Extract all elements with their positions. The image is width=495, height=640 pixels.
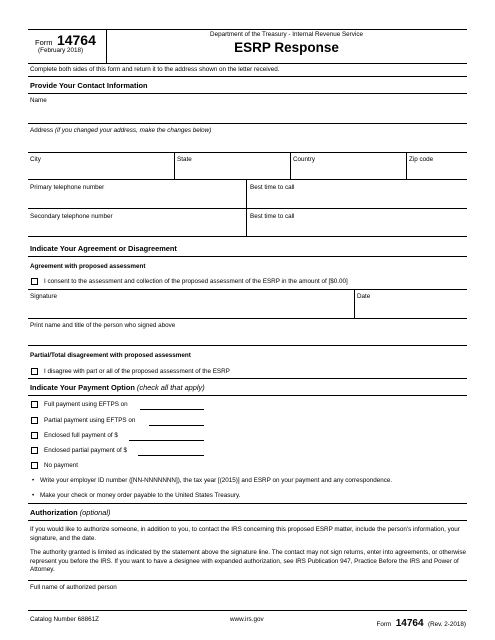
bullet-1-dot: • (32, 477, 35, 484)
full-name-authorized-label: Full name of authorized person (30, 584, 117, 591)
form-title: ESRP Response (234, 40, 339, 55)
form-number: 14764 (56, 32, 96, 48)
partial-eftps-checkbox[interactable] (31, 417, 38, 424)
enclosed-partial-checkbox[interactable] (31, 447, 38, 454)
bullet-1-text: Write your employer ID number ([NN-NNNNNNN]), the tax year [(2015)] and ESRP on your payment and any correspondence. (39, 477, 393, 484)
header-bottom-rule (28, 63, 467, 64)
date-label: Date (357, 293, 371, 300)
enclosed-full-amount-line[interactable] (129, 440, 204, 441)
instruction-text: Complete both sides of this form and return it to the address shown on the letter received. (30, 66, 280, 73)
rule-11 (28, 345, 467, 346)
bullet-2 (32, 492, 240, 500)
primary-phone-field[interactable] (28, 192, 246, 207)
state-label: State (177, 156, 192, 163)
zip-field[interactable] (407, 164, 467, 178)
city-field[interactable] (28, 164, 174, 178)
disagree-text: I disagree with part or all of the proposed assessment of the ESRP (44, 368, 230, 375)
best-time-label-1: Best time to call (250, 184, 295, 191)
rule-2 (28, 93, 467, 94)
enclosed-full-label: Enclosed full payment of $ (44, 432, 118, 439)
rule-7 (28, 236, 467, 237)
bullet-2-text: Make your check or money order payable to the United States Treasury. (39, 492, 241, 499)
rule-16 (28, 580, 467, 581)
rule-3 (28, 123, 467, 124)
signature-label: Signature (30, 293, 57, 300)
primary-phone-label: Primary telephone number (30, 184, 105, 191)
rule-6 (28, 208, 467, 209)
no-payment-label: No payment (44, 462, 78, 469)
rule-9 (28, 289, 467, 290)
partial-eftps-date-line[interactable] (149, 425, 204, 426)
agency-name: Department of the Treasury - Internal Revenue Service (210, 31, 363, 38)
best-time-field-2[interactable] (247, 221, 467, 235)
no-payment-checkbox[interactable] (31, 462, 38, 469)
payment-heading-row (30, 383, 205, 392)
full-eftps-label: Full payment using EFTPS on (44, 401, 128, 408)
agreement-heading: Indicate Your Agreement or Disagreement (30, 244, 177, 253)
best-time-field-1[interactable] (247, 192, 467, 207)
signature-field[interactable] (28, 301, 354, 317)
address-label: Address (30, 127, 54, 134)
irs-website: www.irs.gov (230, 616, 264, 623)
consent-text: I consent to the assessment and collection of the proposed assessment of the ESRP in the amount of [$0.00] (44, 278, 348, 285)
rule-13 (28, 395, 467, 396)
address-field[interactable] (28, 134, 467, 151)
footer-form-number: 14764 (395, 618, 424, 629)
zip-label: Zip code (409, 156, 434, 163)
disagree-checkbox[interactable] (31, 368, 38, 375)
rule-1 (28, 76, 467, 77)
payment-heading-note: (check all that apply) (136, 383, 205, 392)
name-field[interactable] (28, 104, 467, 122)
footer-form-word: Form (376, 621, 392, 628)
agreement-subheading: Agreement with proposed assessment (30, 263, 146, 270)
enclosed-partial-label: Enclosed partial payment of $ (44, 447, 127, 454)
address-note: (if you changed your address, make the changes below) (54, 127, 212, 134)
footer-rule (28, 610, 467, 611)
contact-heading: Provide Your Contact Information (30, 81, 148, 90)
disagreement-subheading: Partial/Total disagreement with proposed assessment (30, 352, 191, 359)
date-field[interactable] (355, 301, 467, 317)
full-eftps-date-line[interactable] (140, 409, 204, 410)
authorization-para-1: If you would like to authorize someone, in addition to you, to contact the IRS concerning this proposed ESRP matter, include the person's information, your signature, and the date. (30, 526, 460, 542)
catalog-number: Catalog Number 68861Z (30, 616, 99, 623)
state-field[interactable] (175, 164, 290, 178)
authorization-heading: Authorization (30, 508, 78, 517)
bullet-2-dot: • (32, 492, 35, 499)
rule-15 (28, 520, 467, 521)
country-label: Country (293, 156, 316, 163)
secondary-phone-field[interactable] (28, 221, 246, 235)
consent-checkbox[interactable] (31, 278, 38, 285)
enclosed-partial-amount-line[interactable] (138, 455, 204, 456)
name-label: Name (30, 97, 47, 104)
full-eftps-checkbox[interactable] (31, 401, 38, 408)
print-name-label: Print name and title of the person who signed above (30, 322, 176, 329)
authorization-heading-note: (optional) (79, 508, 111, 517)
rule-12 (28, 378, 467, 379)
rule-5 (28, 179, 467, 180)
authorization-para-2: The authority granted is limited as indicated by the statement above the signature line. The contact may not sign returns, enter into agreements, or otherwise represent you before the IRS. If you want to have a designee with expanded authorization, see IRS Publication 947, Practice Before the IRS and Power of Attorney. (30, 549, 467, 574)
form-word: Form (35, 38, 53, 47)
city-label: City (30, 156, 41, 163)
country-field[interactable] (291, 164, 406, 178)
rule-8 (28, 256, 467, 257)
full-name-authorized-field[interactable] (28, 592, 467, 609)
rule-4 (28, 152, 467, 153)
partial-eftps-label: Partial payment using EFTPS on (44, 417, 136, 424)
rule-14 (28, 503, 467, 504)
secondary-phone-label: Secondary telephone number (30, 213, 113, 220)
bullet-1 (32, 477, 392, 485)
rule-10 (28, 318, 467, 319)
header-top-rule (28, 29, 467, 30)
print-name-field[interactable] (28, 330, 467, 344)
footer-form-block (377, 613, 466, 631)
best-time-label-2: Best time to call (250, 213, 295, 220)
form-date: (February 2018) (38, 47, 84, 54)
footer-revision: (Rev. 2-2018) (427, 621, 466, 628)
authorization-heading-row (30, 508, 111, 517)
enclosed-full-checkbox[interactable] (31, 432, 38, 439)
payment-heading: Indicate Your Payment Option (30, 383, 135, 392)
